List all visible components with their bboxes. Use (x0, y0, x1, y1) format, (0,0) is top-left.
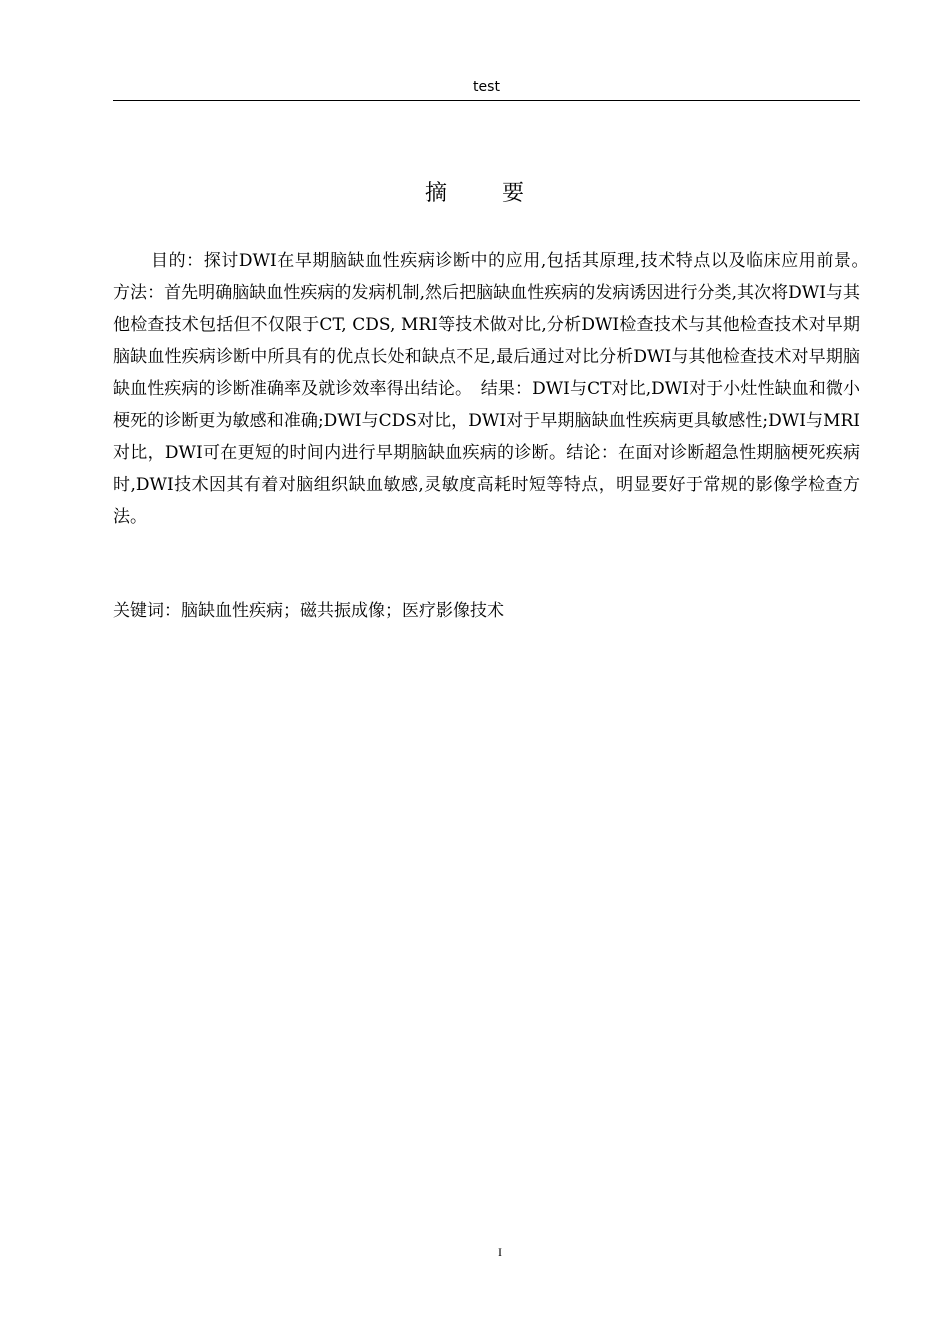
abstract-title: 摘 要 (425, 181, 548, 206)
page-header: test (113, 78, 860, 101)
keywords-text: 脑缺血性疾病；磁共振成像；医疗影像技术 (181, 601, 504, 621)
keywords-label: 关键词： (113, 601, 181, 621)
keywords-line (113, 597, 860, 625)
abstract-body: 目的：探讨DWI在早期脑缺血性疾病诊断中的应用,包括其原理,技术特点以及临床应用前景。 方法：首先明确脑缺血性疾病的发病机制,然后把脑缺血性疾病的发病诱因进行分类,其次将DWI与其他检查技术包括但不仅限于CT, CDS, MRI等技术做对比,分析DWI检查技术与其他检查技术对早期脑缺血性疾病诊断中所具有的优点长处和缺点不足,最后通过对比分析DWI与其他检查技术对早期脑缺血性疾病的诊断准确率及就诊效率得出结论。 结果：DWI与CT对比,DWI对于小灶性缺血和微小梗死的诊断更为敏感和准确;DWI与CDS对比，DWI对于早期脑缺血性疾病更具敏感性;DWI与MRI对比，DWI可在更短的时间内进行早期脑缺血疾病的诊断。结论：在面对诊断超急性期脑梗死疾病时,DWI技术因其有着对脑组织缺血敏感,灵敏度高耗时短等特点，明显要好于常规的影像学检查方法。 (113, 251, 877, 527)
page-number: I (498, 1245, 502, 1259)
